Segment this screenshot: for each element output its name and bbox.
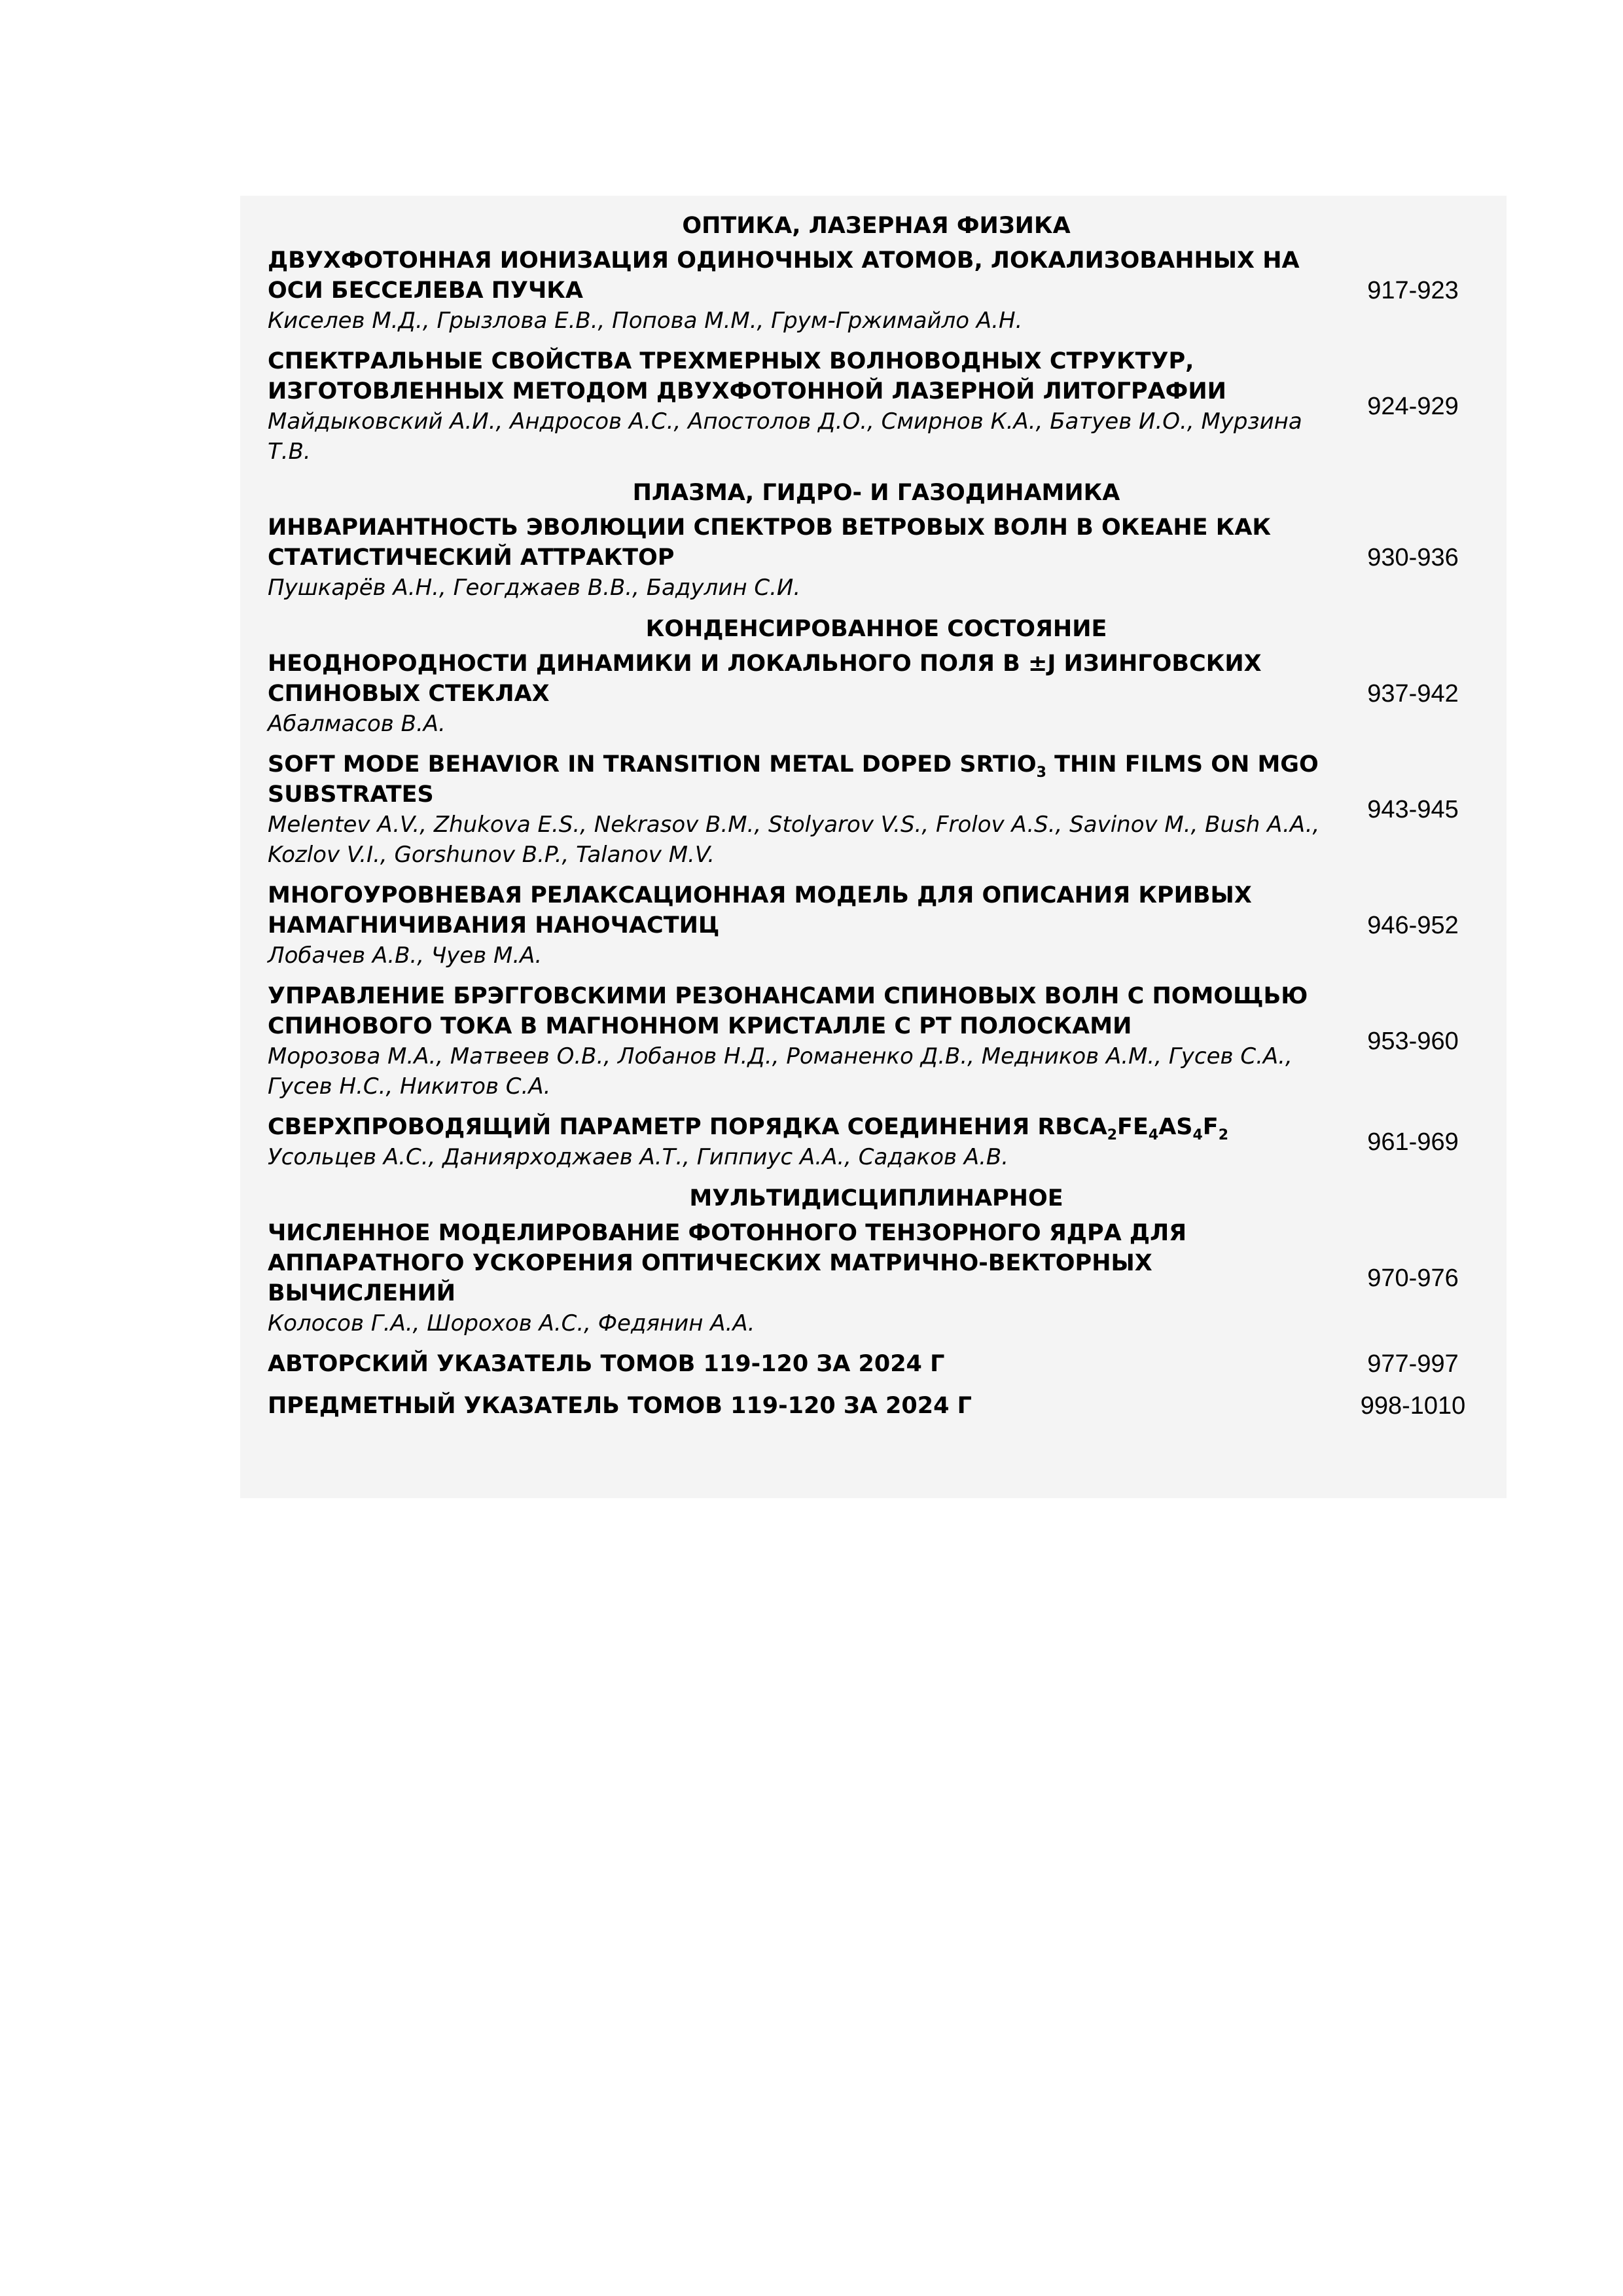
entry-authors: Melentev A.V., Zhukova E.S., Nekrasov B.M., Stolyarov V.S., Frolov A.S., Savinov M., Bush A.A., Kozlov V.I., Gorshunov B.P., Talanov M.V. <box>268 812 1320 868</box>
entry-pages: 930-936 <box>1367 544 1459 571</box>
entry-text <box>268 1349 1341 1379</box>
entry-text <box>268 1218 1341 1338</box>
entry-title[interactable] <box>268 1112 1341 1142</box>
entry-text <box>268 1112 1341 1172</box>
entry-pages: 937-942 <box>1367 680 1459 708</box>
toc-entry[interactable] <box>268 512 1485 613</box>
subscript: 4 <box>1148 1127 1159 1143</box>
entry-title[interactable]: УПРАВЛЕНИЕ БРЭГГОВСКИМИ РЕЗОНАНСАМИ СПИНОВЫХ ВОЛН С ПОМОЩЬЮ СПИНОВОГО ТОКА В МАГНОННОМ КРИСТАЛЛЕ С PT ПОЛОСКАМИ <box>268 983 1308 1039</box>
entry-pages: 943-945 <box>1367 796 1459 823</box>
section-heading: КОНДЕНСИРОВАННОЕ СОСТОЯНИЕ <box>645 616 1107 642</box>
title-text: СВЕРХПРОВОДЯЩИЙ ПАРАМЕТР ПОРЯДКА СОЕДИНЕНИЯ RBCA <box>268 1114 1107 1140</box>
entry-pages: 998-1010 <box>1360 1392 1466 1420</box>
entry-authors: Абалмасов В.А. <box>268 711 446 737</box>
entry-authors: Майдыковский А.И., Андросов А.С., Апостолов Д.О., Смирнов К.А., Батуев И.О., Мурзина Т.В. <box>268 408 1302 465</box>
toc-entry[interactable] <box>268 749 1485 880</box>
entry-title[interactable]: МНОГОУРОВНЕВАЯ РЕЛАКСАЦИОННАЯ МОДЕЛЬ ДЛЯ ОПИСАНИЯ КРИВЫХ НАМАГНИЧИВАНИЯ НАНОЧАСТИЦ <box>268 882 1252 939</box>
subscript: 2 <box>1218 1127 1229 1143</box>
toc-entry[interactable] <box>268 346 1485 477</box>
entry-text <box>268 1391 1341 1421</box>
title-text: FE <box>1117 1114 1149 1140</box>
entry-pages: 946-952 <box>1367 912 1459 939</box>
table-of-contents-panel <box>240 196 1507 1498</box>
entry-authors: Лобачев А.В., Чуев М.А. <box>268 942 543 969</box>
entry-text <box>268 245 1341 336</box>
toc-entry[interactable] <box>268 245 1485 346</box>
subscript: 4 <box>1192 1127 1203 1143</box>
section-heading: МУЛЬТИДИСЦИПЛИНАРНОЕ <box>689 1185 1063 1211</box>
toc-entry[interactable] <box>268 649 1485 749</box>
toc-entry[interactable] <box>268 981 1485 1112</box>
table-of-contents <box>268 210 1485 1433</box>
entry-title[interactable] <box>268 749 1341 810</box>
entry-text <box>268 880 1341 971</box>
entry-authors: Морозова М.А., Матвеев О.В., Лобанов Н.Д., Романенко Д.В., Медников А.М., Гусев С.А., Гусев Н.С., Никитов С.А. <box>268 1043 1293 1100</box>
entry-authors: Киселев М.Д., Грызлова Е.В., Попова М.М., Грум-Гржимайло А.Н. <box>268 308 1023 334</box>
subscript: 3 <box>1036 764 1046 781</box>
toc-entry[interactable] <box>268 1349 1485 1391</box>
entry-pages: 977-997 <box>1367 1350 1459 1378</box>
section-heading: ОПТИКА, ЛАЗЕРНАЯ ФИЗИКА <box>682 213 1071 239</box>
entry-title[interactable]: СПЕКТРАЛЬНЫЕ СВОЙСТВА ТРЕХМЕРНЫХ ВОЛНОВОДНЫХ СТРУКТУР, ИЗГОТОВЛЕННЫХ МЕТОДОМ ДВУХФОТОННОЙ ЛАЗЕРНОЙ ЛИТОГРАФИИ <box>268 348 1226 404</box>
title-text: SOFT MODE BEHAVIOR IN TRANSITION METAL DOPED SRTIO <box>268 751 1037 778</box>
entry-text <box>268 649 1341 739</box>
title-text: AS <box>1158 1114 1193 1140</box>
toc-entry[interactable] <box>268 1218 1485 1349</box>
entry-pages: 961-969 <box>1367 1128 1459 1156</box>
toc-entry[interactable] <box>268 880 1485 981</box>
entry-title[interactable]: ПРЕДМЕТНЫЙ УКАЗАТЕЛЬ ТОМОВ 119-120 ЗА 2024 Г <box>268 1393 972 1419</box>
entry-authors: Усольцев А.С., Даниярходжаев А.Т., Гиппиус А.А., Садаков А.В. <box>268 1144 1009 1170</box>
entry-text <box>268 512 1341 603</box>
entry-pages: 970-976 <box>1367 1265 1459 1292</box>
entry-authors: Колосов Г.А., Шорохов А.С., Федянин А.А. <box>268 1310 755 1336</box>
title-text: THIN FILMS ON MGO SUBSTRATES <box>268 751 1319 808</box>
entry-text <box>268 981 1341 1102</box>
entry-title[interactable]: ЧИСЛЕННОЕ МОДЕЛИРОВАНИЕ ФОТОННОГО ТЕНЗОРНОГО ЯДРА ДЛЯ АППАРАТНОГО УСКОРЕНИЯ ОПТИЧЕСКИХ МАТРИЧНО-ВЕКТОРНЫХ ВЫЧИСЛЕНИЙ <box>268 1220 1187 1306</box>
subscript: 2 <box>1107 1127 1118 1143</box>
entry-text <box>268 749 1341 870</box>
section-heading: ПЛАЗМА, ГИДРО- И ГАЗОДИНАМИКА <box>632 480 1120 506</box>
entry-title[interactable]: ДВУХФОТОННАЯ ИОНИЗАЦИЯ ОДИНОЧНЫХ АТОМОВ, ЛОКАЛИЗОВАННЫХ НА ОСИ БЕССЕЛЕВА ПУЧКА <box>268 247 1300 304</box>
entry-pages: 917-923 <box>1367 277 1459 304</box>
toc-entry[interactable] <box>268 1112 1485 1183</box>
title-text: F <box>1202 1114 1219 1140</box>
entry-title[interactable]: ИНВАРИАНТНОСТЬ ЭВОЛЮЦИИ СПЕКТРОВ ВЕТРОВЫХ ВОЛН В ОКЕАНЕ КАК СТАТИСТИЧЕСКИЙ АТТРАКТОР <box>268 514 1272 571</box>
entry-authors: Пушкарёв А.Н., Геогджаев В.В., Бадулин С.И. <box>268 575 801 601</box>
entry-title[interactable]: АВТОРСКИЙ УКАЗАТЕЛЬ ТОМОВ 119-120 ЗА 2024 Г <box>268 1351 945 1377</box>
toc-entry[interactable] <box>268 1391 1485 1433</box>
entry-pages: 953-960 <box>1367 1028 1459 1055</box>
entry-pages: 924-929 <box>1367 393 1459 420</box>
entry-text <box>268 346 1341 467</box>
entry-title[interactable]: НЕОДНОРОДНОСТИ ДИНАМИКИ И ЛОКАЛЬНОГО ПОЛЯ В ±J ИЗИНГОВСКИХ СПИНОВЫХ СТЕКЛАХ <box>268 651 1262 707</box>
